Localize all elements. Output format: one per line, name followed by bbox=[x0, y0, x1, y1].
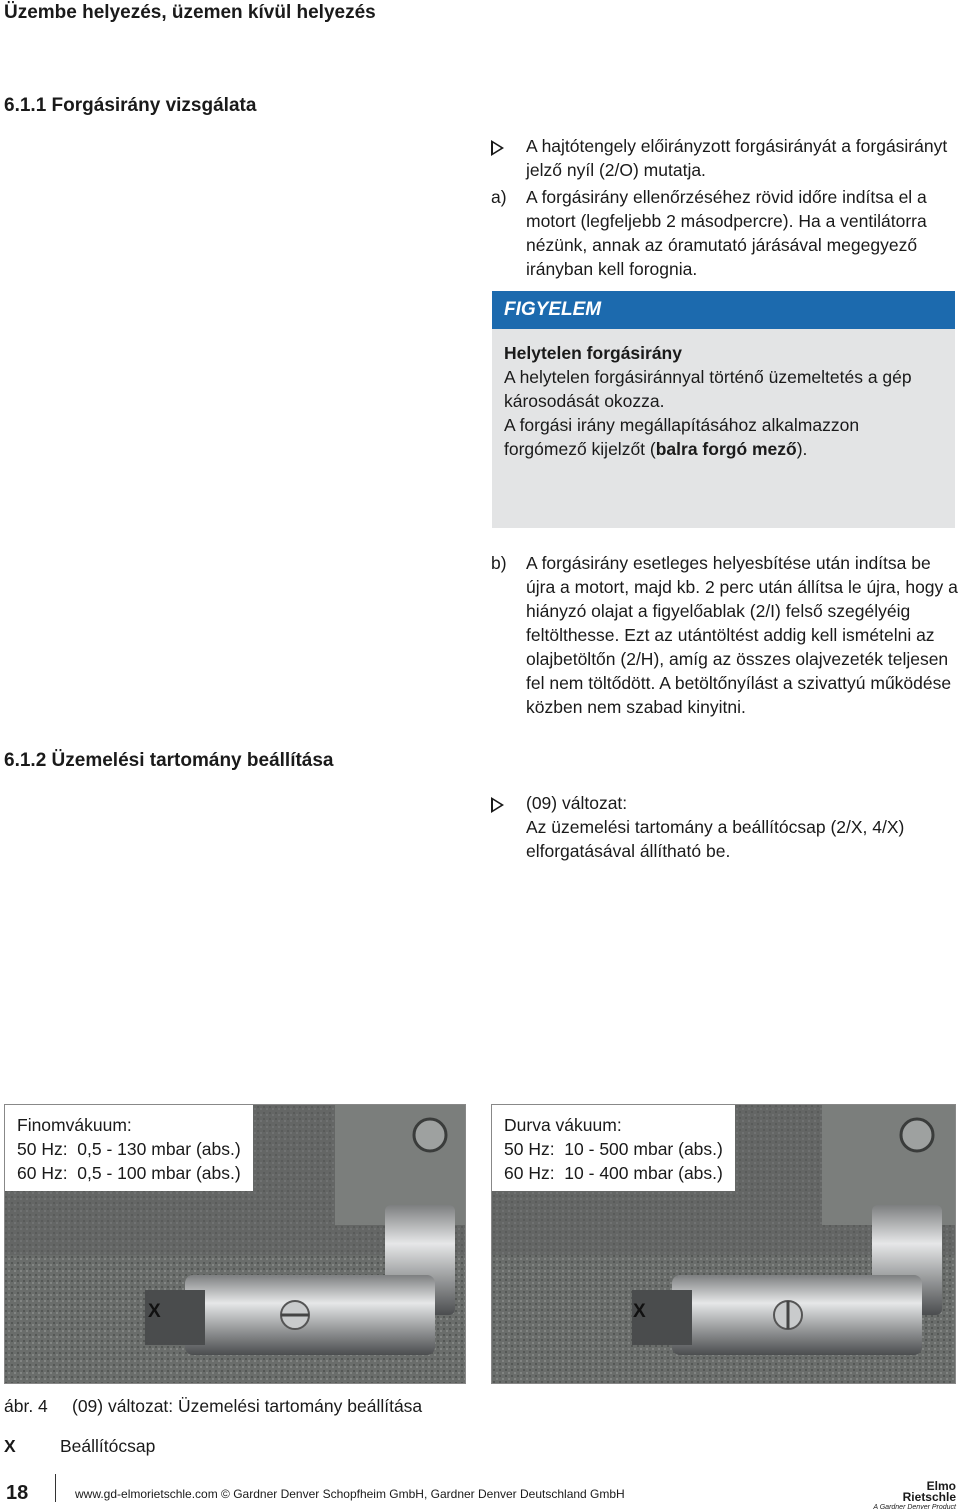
list-marker-a: a) bbox=[491, 187, 507, 207]
photo-label-fine-vacuum bbox=[5, 1105, 253, 1191]
coarse-vacuum-title: Durva vákuum: bbox=[504, 1115, 622, 1135]
list-item-text-line-2: Az üzemelési tartomány a beállítócsap (2/X, 4/X) elforgatásával állítható be. bbox=[526, 817, 905, 861]
triangle-bullet-icon bbox=[491, 134, 521, 158]
warning-text-bold: balra forgó mező bbox=[655, 439, 797, 459]
list-item-text: A hajtótengely előirányzott forgásirányát a forgásirányt jelző nyíl (2/O) mutatja. bbox=[526, 136, 948, 180]
photo-fine-vacuum bbox=[4, 1104, 466, 1384]
logo-tagline: A Gardner Denver Product bbox=[873, 1504, 956, 1511]
footer-text: www.gd-elmorietschle.com © Gardner Denver Schopfheim GmbH, Gardner Denver Deutschland GmbH bbox=[75, 1487, 625, 1501]
company-logo bbox=[872, 1481, 956, 1512]
coarse-vacuum-60hz: 60 Hz: 10 - 400 mbar (abs.) bbox=[504, 1163, 723, 1183]
warning-title: Helytelen forgásirány bbox=[504, 343, 682, 363]
logo-line-2: Rietschle bbox=[902, 1490, 956, 1504]
list-marker-b: b) bbox=[491, 553, 507, 573]
triangle-bullet-icon bbox=[491, 791, 521, 815]
figure-caption: (09) változat: Üzemelési tartomány beállítása bbox=[72, 1396, 423, 1416]
list-item-a bbox=[491, 185, 959, 281]
coarse-vacuum-50hz: 50 Hz: 10 - 500 mbar (abs.) bbox=[504, 1139, 723, 1159]
list-item-text-line-1: (09) változat: bbox=[526, 793, 628, 813]
fine-vacuum-60hz: 60 Hz: 0,5 - 100 mbar (abs.) bbox=[17, 1163, 241, 1183]
list-item-text: A forgásirány ellenőrzéséhez rövid időre indítsa el a motort (legfeljebb 2 másodpercre). Ha a ventilátorra nézünk, annak az óramutató járásával megegyező irányban kell forognia. bbox=[526, 187, 927, 279]
legend-text: Beállítócsap bbox=[60, 1436, 156, 1456]
section-title-6-1-1: 6.1.1 Forgásirány vizsgálata bbox=[4, 95, 257, 116]
setting-cock-label-x: X bbox=[148, 1301, 161, 1322]
section-title-6-1-2: 6.1.2 Üzemelési tartomány beállítása bbox=[4, 750, 334, 771]
photo-coarse-vacuum bbox=[491, 1104, 956, 1384]
warning-header: FIGYELEM bbox=[492, 291, 955, 329]
warning-text-2: A forgási irány megállapításához alkalmazzon forgómező kijelzőt (balra forgó mező). bbox=[504, 415, 860, 459]
fine-vacuum-title: Finomvákuum: bbox=[17, 1115, 132, 1135]
figure-label: ábr. 4 bbox=[4, 1396, 48, 1416]
warning-box bbox=[492, 291, 955, 528]
setting-cock-label-x: X bbox=[633, 1301, 646, 1322]
list-item-triangle-2 bbox=[491, 791, 959, 863]
logo-line-1: Elmo bbox=[926, 1479, 956, 1493]
footer-divider bbox=[55, 1474, 56, 1502]
list-item-text: A forgásirány esetleges helyesbítése után indítsa be újra a motort, majd kb. 2 perc után állítsa le újra, hogy a hiányzó olajat a figyelőablak (2/I) felső szegélyéig feltölthesse. Ezt az utántöltést addig kell ismételni az olajbetöltőn (2/H), amíg az összes olajvezeték teljesen fel nem töltődött. A betöltőnyílást a szivattyú működése közben nem szabad kinyitni. bbox=[526, 553, 958, 717]
warning-text-1: A helytelen forgásiránnyal történő üzemeltetés a gép károsodását okozza. bbox=[504, 367, 912, 411]
list-item-triangle-1 bbox=[491, 134, 959, 182]
fine-vacuum-50hz: 50 Hz: 0,5 - 130 mbar (abs.) bbox=[17, 1139, 241, 1159]
photo-label-coarse-vacuum bbox=[492, 1105, 735, 1191]
legend-key: X bbox=[4, 1436, 16, 1456]
page-header-title: Üzembe helyezés, üzemen kívül helyezés bbox=[4, 2, 376, 23]
list-item-b bbox=[491, 551, 959, 719]
page-number: 18 bbox=[6, 1482, 29, 1504]
